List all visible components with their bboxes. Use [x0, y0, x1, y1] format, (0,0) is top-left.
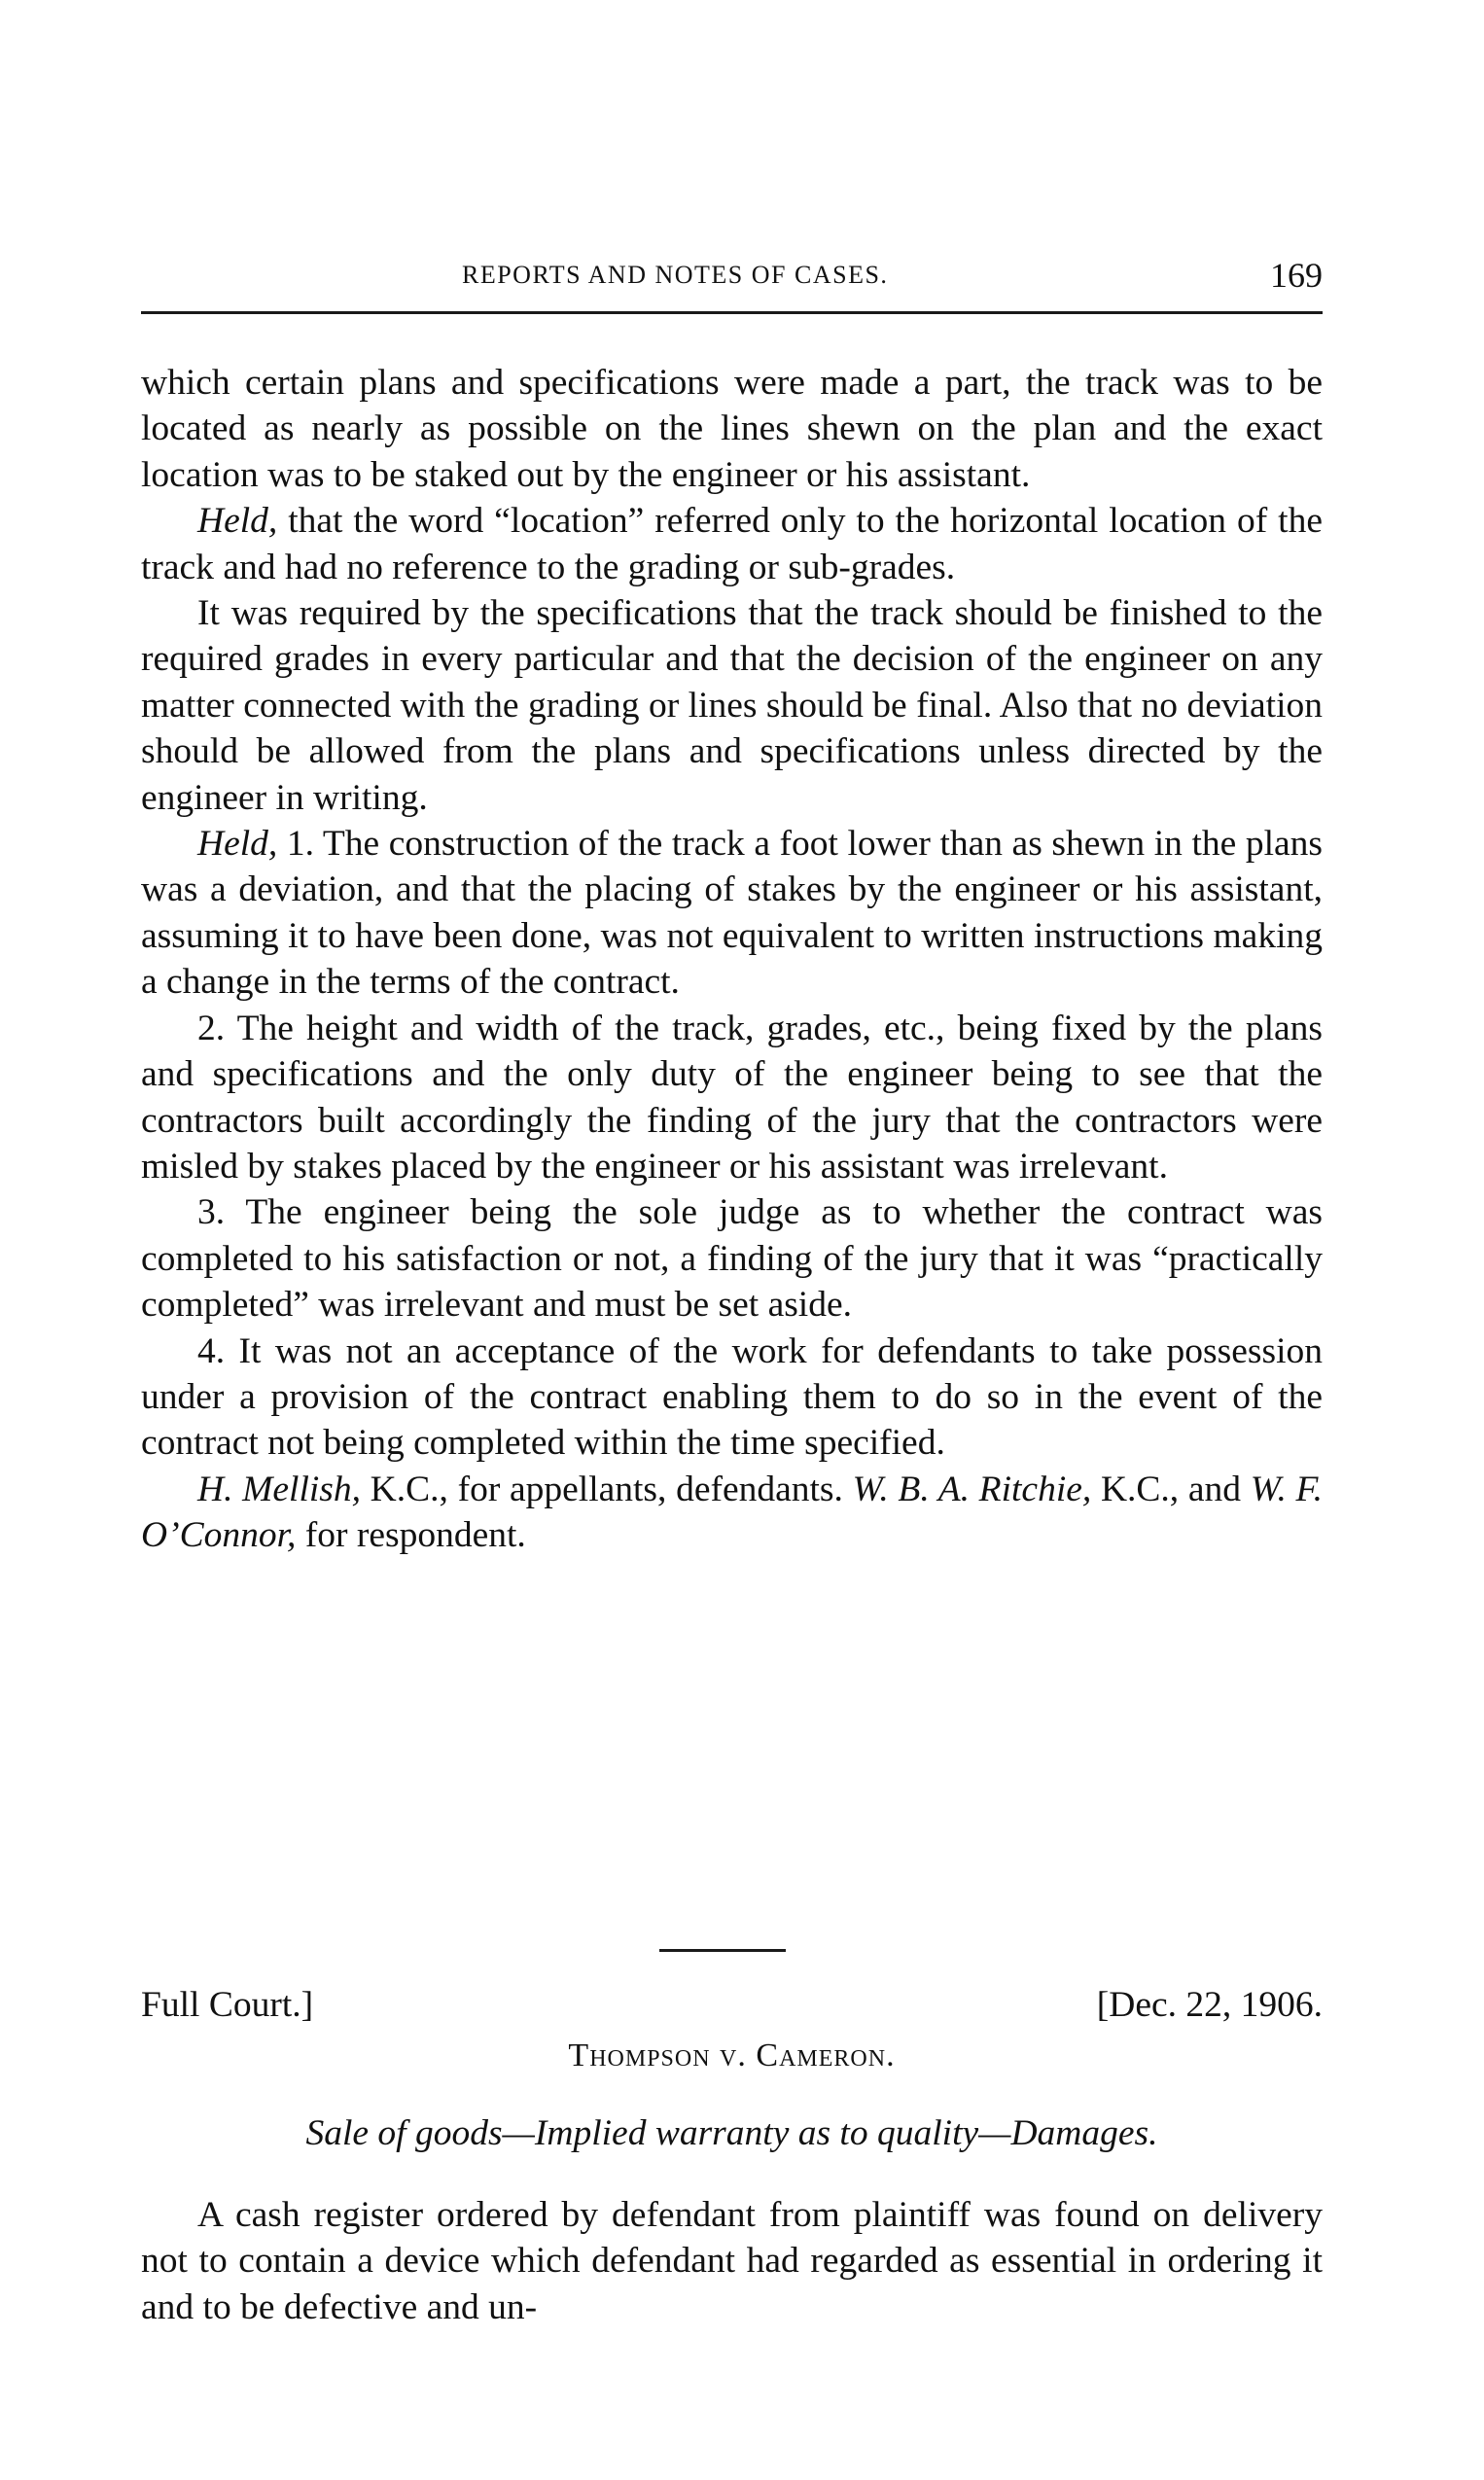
paragraph: 2. The height and width of the track, grades, etc., being fixed by the plans and specifications and the only duty of the engineer being to see that the contractors built accordingly the finding of the jury that the contractors were misled by stakes placed by the engineer or his assistant was irrelevant. [141, 1008, 1323, 1187]
counsel-text: K.C., for appellants, defendants. [361, 1469, 853, 1509]
case-two-body [141, 2192, 1323, 2330]
counsel-name: H. Mellish, [197, 1469, 361, 1509]
paragraph: 3. The engineer being the sole judge as to whether the contract was completed to his satisfaction or not, a finding of the jury that it was “practically completed” was irrelevant and must be set aside. [141, 1192, 1323, 1326]
headnote: Sale of goods—Implied warranty as to quality—Damages. [305, 2113, 1158, 2153]
page-number: 169 [1270, 256, 1323, 295]
counsel-name: W. F. O’Connor, [141, 1469, 1323, 1556]
header-rule [141, 311, 1323, 314]
paragraph-text: that the word “location” referred only to the horizontal location of the track and had no reference to the grading or sub-grades. [141, 501, 1323, 587]
paragraph: which certain plans and specifications were made a part, the track was to be located as nearly as possible on the lines shewn on the plan and the exact location was to be staked out by the engineer or his assistant. [141, 363, 1323, 495]
counsel-name: W. B. A. Ritchie, [852, 1469, 1092, 1509]
paragraph: 4. It was not an acceptance of the work for defendants to take possession under a provision of the contract enabling them to do so in the event of the contract not being completed within the time specified. [141, 1330, 1323, 1464]
paragraph [141, 498, 1323, 590]
case-separator-rule [659, 1949, 786, 1952]
court-line [141, 1984, 1323, 2033]
paragraph: A cash register ordered by defendant from plaintiff was found on delivery not to contain a device which defendant had regarded as essential in ordering it and to be defective and un- [141, 2195, 1323, 2327]
case-title: Thompson v. Cameron. [568, 2037, 896, 2073]
paragraph [141, 821, 1323, 1006]
counsel-text: for respondent. [296, 1515, 526, 1556]
decision-date: [Dec. 22, 1906. [1096, 1985, 1323, 2025]
counsel-text: K.C., and [1091, 1469, 1251, 1509]
paragraph-text: 1. The construction of the track a foot lower than as shewn in the plans was a deviation, and that the placing of stakes by the engineer or his assistant, assuming it to have been done, was not equivalent to written instructions making a change in the terms of the contract. [141, 824, 1323, 1003]
running-header [141, 255, 1323, 303]
court-name: Full Court.] [141, 1985, 314, 2025]
held-label: Held, [197, 824, 278, 865]
paragraph: It was required by the specifications that the track should be finished to the required grades in every particular and that the decision of the engineer on any matter connected with the grading or lines should be final. Also that no deviation should be allowed from the plans and specifications unless directed by the engineer in writing. [141, 593, 1323, 818]
held-label: Held, [197, 501, 278, 542]
counsel-line [141, 1467, 1323, 1559]
case-one-body [141, 360, 1323, 1559]
running-title: REPORTS AND NOTES OF CASES. [462, 261, 889, 289]
